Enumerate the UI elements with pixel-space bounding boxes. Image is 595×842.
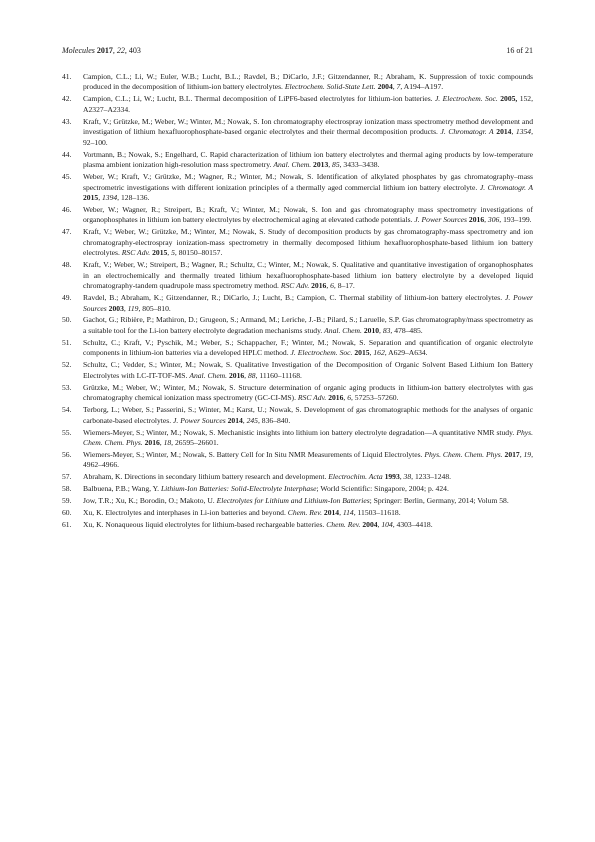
reference-text: , 193–199. [499, 215, 532, 225]
reference-italic-text: Electrochim. Acta [328, 472, 383, 482]
journal-citation: Molecules 2017, 22, 403 [62, 46, 141, 55]
reference-text: Gachot, G.; Ribière, P.; Mathiron, D.; Grugeon, S.; Armand, M.; Leriche, J.-B.; Pilard, S.; Laruelle, S.P. Gas chromatography/mass spectrometry as a suitable tool for the Li-ion battery electrolyte degradation mechanisms study. [83, 315, 533, 335]
reference-text: , [369, 348, 374, 358]
reference-text: , [519, 449, 524, 459]
reference-item [62, 293, 533, 314]
reference-text: Balbuena, P.B.; Wang, Y. [83, 484, 161, 494]
reference-text: , [98, 192, 102, 202]
reference-italic-text: J. Chromatogr. A [479, 182, 533, 192]
reference-year: 2015 [152, 248, 168, 258]
reference-text: , 26595–26601. [171, 437, 219, 447]
reference-text: , [339, 508, 343, 518]
reference-number: 56. [62, 449, 72, 459]
reference-text: , 4962–4966. [83, 449, 533, 470]
reference-text: Kraft, V.; Weber, W.; Grützke, M.; Winter, M.; Nowak, S. Study of decomposition products by gas chromatography-mass spectrometry and ion chromatography-electrospray ionization-mass spectrometry in thermally decomposed lithium hexafluorophosphate-based lithium ion battery electrolytes. [83, 227, 533, 258]
reference-item [62, 315, 533, 336]
reference-italic-text: J. Power Sources [83, 293, 533, 313]
reference-text: 152, A2327–A2334. [83, 94, 534, 114]
reference-text: , [159, 437, 164, 447]
reference-number: 55. [62, 427, 72, 437]
reference-italic-text: RSC Adv. [121, 248, 151, 258]
reference-text: , [484, 215, 488, 225]
reference-italic-text: 119 [127, 303, 139, 313]
reference-item [62, 94, 533, 115]
reference-year: 1993 [384, 472, 400, 482]
reference-text: , [399, 472, 404, 482]
reference-item [62, 117, 533, 148]
reference-italic-text: J. Chromatogr. A [440, 127, 494, 137]
reference-text: Wiemers-Meyer, S.; Winter, M.; Nowak, S. Battery Cell for In Situ NMR Measurements of Liquid Electrolytes. [83, 449, 425, 459]
reference-year: 2017 [504, 449, 520, 459]
reference-item [62, 428, 533, 449]
reference-text: , 8–17. [333, 281, 355, 291]
reference-text: Xu, K. Electrolytes and interphases in Li-ion batteries and beyond. [83, 508, 288, 518]
reference-number: 46. [62, 204, 72, 214]
reference-year: 2004 [362, 520, 378, 530]
reference-text: , 3433–3438. [339, 160, 380, 170]
reference-text: , A194–A197. [400, 82, 444, 92]
reference-italic-text: Electrolytes for Lithium and Lithium-Ion Batteries [216, 496, 370, 506]
reference-year: 2016 [144, 437, 160, 447]
reference-text: , [511, 127, 516, 137]
reference-text: Ravdel, B.; Abraham, K.; Gitzendanner, R.; DiCarlo, J.; Lucht, B.; Campion, C. Thermal stability of lithium-ion battery electrolytes. [83, 293, 506, 303]
reference-number: 61. [62, 520, 72, 530]
reference-italic-text: 7 [396, 82, 401, 92]
reference-item [62, 383, 533, 404]
reference-italic-text: Chem. Rev. [287, 508, 322, 518]
reference-text: , [377, 520, 382, 530]
reference-italic-text: Anal. Chem. [273, 160, 312, 170]
reference-italic-text: 1394 [101, 192, 118, 202]
article-number: 403 [128, 46, 141, 55]
reference-text: Terborg, L.; Weber, S.; Passerini, S.; Winter, M.; Karst, U.; Nowak, S. Development of gas chromatographic methods for the analyses of organic carbonate-based electrolytes. [83, 405, 533, 425]
reference-item [62, 496, 533, 506]
reference-number: 58. [62, 484, 72, 494]
reference-text: , 57253–57260. [350, 393, 399, 403]
reference-text: Schultz, C.; Kraft, V.; Pyschik, M.; Weber, S.; Schappacher, F.; Winter, M.; Nowak, S. Separation and quantification of organic electrolyte components in lithium-ion batteries via a developed HPLC method. [83, 337, 533, 358]
reference-italic-text: 19 [523, 449, 532, 459]
reference-item [62, 260, 533, 291]
reference-text: , 11503–11618. [353, 508, 401, 518]
reference-year: 2014 [227, 415, 243, 425]
reference-year: 2016 [311, 281, 327, 291]
reference-text: Jow, T.R.; Xu, K.; Borodin, O.; Makoto, U. [83, 496, 217, 506]
reference-text: Xu, K. Nonaqueous liquid electrolytes for lithium-based rechargeable batteries. [83, 520, 327, 530]
reference-number: 51. [62, 337, 72, 347]
reference-italic-text: Phys. Chem. Chem. Phys. [424, 449, 503, 459]
reference-italic-text: 18 [163, 437, 172, 447]
reference-text: Weber, W.; Wagner, R.; Streipert, B.; Kraft, V.; Winter, M.; Nowak, S. Ion and gas chromatography mass spectrometry investigations of organophosphates in lithium ion battery electrolytes by electrochemical aging at elevated cathode potentials. [83, 204, 533, 225]
reference-text: Wiemers-Meyer, S.; Winter, M.; Nowak, S. Mechanistic insights into lithium ion battery electrolyte degradation—A quantitative NMR study. [83, 427, 517, 437]
reference-item [62, 508, 533, 518]
reference-year: 2010 [363, 325, 380, 335]
reference-text: Abraham, K. Directions in secondary lithium battery research and development. [83, 472, 329, 482]
reference-text: , [392, 82, 397, 92]
reference-italic-text: J. Power Sources [414, 215, 468, 225]
reference-year: 2004 [377, 82, 393, 92]
page-header [62, 46, 533, 56]
reference-number: 53. [62, 382, 72, 392]
reference-year: 2016 [228, 370, 245, 380]
reference-text: , [326, 281, 331, 291]
reference-list [62, 72, 533, 532]
reference-italic-text: 306 [487, 215, 500, 225]
reference-italic-text: 162 [373, 348, 385, 358]
reference-text: Kraft, V.; Grützke, M.; Weber, W.; Winter, M.; Nowak, S. Ion chromatography electrospray ionization mass spectrometry method development and investigation of lithium hexafluorophosphate-based organic electrolytes and their thermal decomposition products. [83, 116, 533, 137]
reference-year: 2016 [328, 393, 344, 403]
reference-year: 2015 [83, 192, 99, 202]
reference-italic-text: Chem. Rev. [326, 520, 361, 530]
reference-italic-text: J. Power Sources [173, 415, 226, 425]
reference-text: , 128–136. [117, 192, 150, 202]
reference-year: 2015 [354, 348, 370, 358]
reference-year: 2003 [108, 303, 124, 313]
reference-year: 2016 [468, 215, 485, 225]
reference-italic-text: 88 [247, 370, 256, 380]
reference-text: , [379, 325, 383, 335]
reference-text: , [244, 370, 248, 380]
reference-italic-text: 104 [381, 520, 393, 530]
reference-italic-text: J. Electrochem. Soc. [290, 348, 353, 358]
reference-item [62, 150, 533, 171]
reference-italic-text: RSC Adv. [297, 393, 327, 403]
reference-italic-text: 1354 [515, 127, 532, 137]
reference-number: 49. [62, 293, 72, 303]
reference-italic-text: 6 [330, 281, 334, 291]
reference-italic-text: 38 [403, 472, 412, 482]
reference-text: , 11160–11168. [255, 370, 302, 380]
reference-italic-text: RSC Adv. [280, 281, 310, 291]
reference-text: ; World Scientific: Singapore, 2004; p. 424. [316, 484, 449, 494]
reference-text: , 92–100. [83, 127, 533, 147]
reference-text: Weber, W.; Kraft, V.; Grützke, M.; Wagner, R.; Winter, M.; Nowak, S. Identification of alkylated phosphates by gas chromatography–mass spectrometric investigations with different ionization principles of a thermally aged commercial lithium ion battery electrolyte. [83, 172, 533, 192]
reference-italic-text: 5 [171, 248, 175, 258]
reference-italic-text: 114 [342, 508, 354, 518]
journal-year: 2017 [96, 46, 113, 55]
reference-text: , 4303–4418. [392, 520, 433, 530]
reference-text: , A629–A634. [384, 348, 428, 358]
reference-number: 54. [62, 405, 72, 415]
reference-text: , [328, 160, 333, 170]
reference-number: 47. [62, 227, 72, 237]
journal-name: Molecules [62, 46, 95, 55]
reference-text: Campion, C.L.; Li, W.; Euler, W.B.; Lucht, B.L.; Ravdel, B.; DiCarlo, J.F.; Gitzendanner, R.; Abraham, K. Suppression of toxic compounds produced in the decomposition of lithium-ion battery electrolytes. [83, 72, 533, 92]
reference-year: 2014 [496, 127, 512, 137]
reference-italic-text: J. Electrochem. Soc. [434, 94, 498, 104]
journal-volume: 22 [116, 46, 125, 55]
reference-item [62, 472, 533, 482]
reference-item [62, 450, 533, 471]
reference-number: 48. [62, 260, 72, 270]
reference-italic-text: Lithium-Ion Batteries: Solid-Electrolyte Interphase [160, 484, 317, 494]
reference-number: 59. [62, 496, 72, 506]
reference-item [62, 405, 533, 426]
page-number: 16 of 21 [506, 46, 533, 55]
reference-text: Schultz, C.; Vedder, S.; Winter, M.; Nowak, S. Qualitative Investigation of the Decomposition of Organic Solvent Based Lithium Ion Battery Electrolytes with LC-IT-TOF-MS. [83, 360, 533, 380]
reference-item [62, 520, 533, 530]
reference-text: , 1233–1248. [411, 472, 452, 482]
reference-item [62, 172, 533, 203]
reference-number: 43. [62, 116, 72, 126]
reference-number: 50. [62, 315, 72, 325]
reference-number: 44. [62, 149, 72, 159]
reference-item [62, 360, 533, 381]
reference-italic-text: 6 [347, 393, 351, 403]
reference-text: , [123, 303, 128, 313]
reference-italic-text: Phys. Chem. Chem. Phys. [83, 427, 533, 447]
reference-item [62, 205, 533, 226]
reference-number: 42. [62, 94, 72, 104]
reference-text: ; Springer: Berlin, Germany, 2014; Volum 58. [369, 496, 509, 506]
reference-text: Campion, C.L.; Li, W.; Lucht, B.L. Thermal decomposition of LiPF6-based electrolytes for lithium-ion batteries. [83, 94, 435, 104]
reference-text: , [343, 393, 348, 403]
reference-number: 60. [62, 508, 72, 518]
reference-italic-text: 85 [332, 160, 340, 170]
reference-number: 52. [62, 360, 72, 370]
reference-text: Kraft, V.; Weber, W.; Streipert, B.; Wagner, R.; Schultz, C.; Winter, M.; Nowak, S. Qualitative and quantitative investigation of organophosphates in an electrochemically and thermally treated lithium hexafluorophosphate-based lithium ion battery electrolyte by a developed liquid chromatography-tandem quadrupole mass spectrometry method. [83, 260, 533, 291]
reference-text: , 80150–80157. [174, 248, 223, 258]
reference-text: , 805–810. [138, 303, 171, 313]
reference-year: 2014 [323, 508, 340, 518]
reference-number: 45. [62, 172, 72, 182]
reference-text: Vortmann, B.; Nowak, S.; Engelhard, C. Rapid characterization of lithium ion battery electrolytes and thermal aging products by low-temperature plasma ambient ionization high-resolution mass spectrometry. [83, 149, 533, 170]
reference-item [62, 227, 533, 258]
reference-text: , 836–840. [257, 415, 291, 425]
reference-italic-text: Anal. Chem. [324, 325, 362, 335]
reference-italic-text: Anal. Chem. [189, 370, 228, 380]
reference-text: , 478–485. [390, 325, 423, 335]
reference-year: 2005, [500, 94, 518, 104]
reference-number: 57. [62, 472, 72, 482]
reference-item [62, 72, 533, 93]
reference-item [62, 338, 533, 359]
reference-text: , [167, 248, 172, 258]
reference-number: 41. [62, 72, 72, 81]
reference-year: 2013 [313, 160, 329, 170]
reference-item [62, 484, 533, 494]
reference-text: Grützke, M.; Weber, W.; Winter, M.; Nowak, S. Structure determination of organic aging products in lithium-ion battery electrolytes with gas chromatography chemical ionization mass spectrometry (GC-CI-MS). [83, 382, 533, 403]
reference-italic-text: 245 [246, 415, 258, 425]
reference-italic-text: 83 [382, 325, 391, 335]
reference-text: , [242, 415, 247, 425]
reference-italic-text: Electrochem. Solid-State Lett. [284, 82, 376, 92]
